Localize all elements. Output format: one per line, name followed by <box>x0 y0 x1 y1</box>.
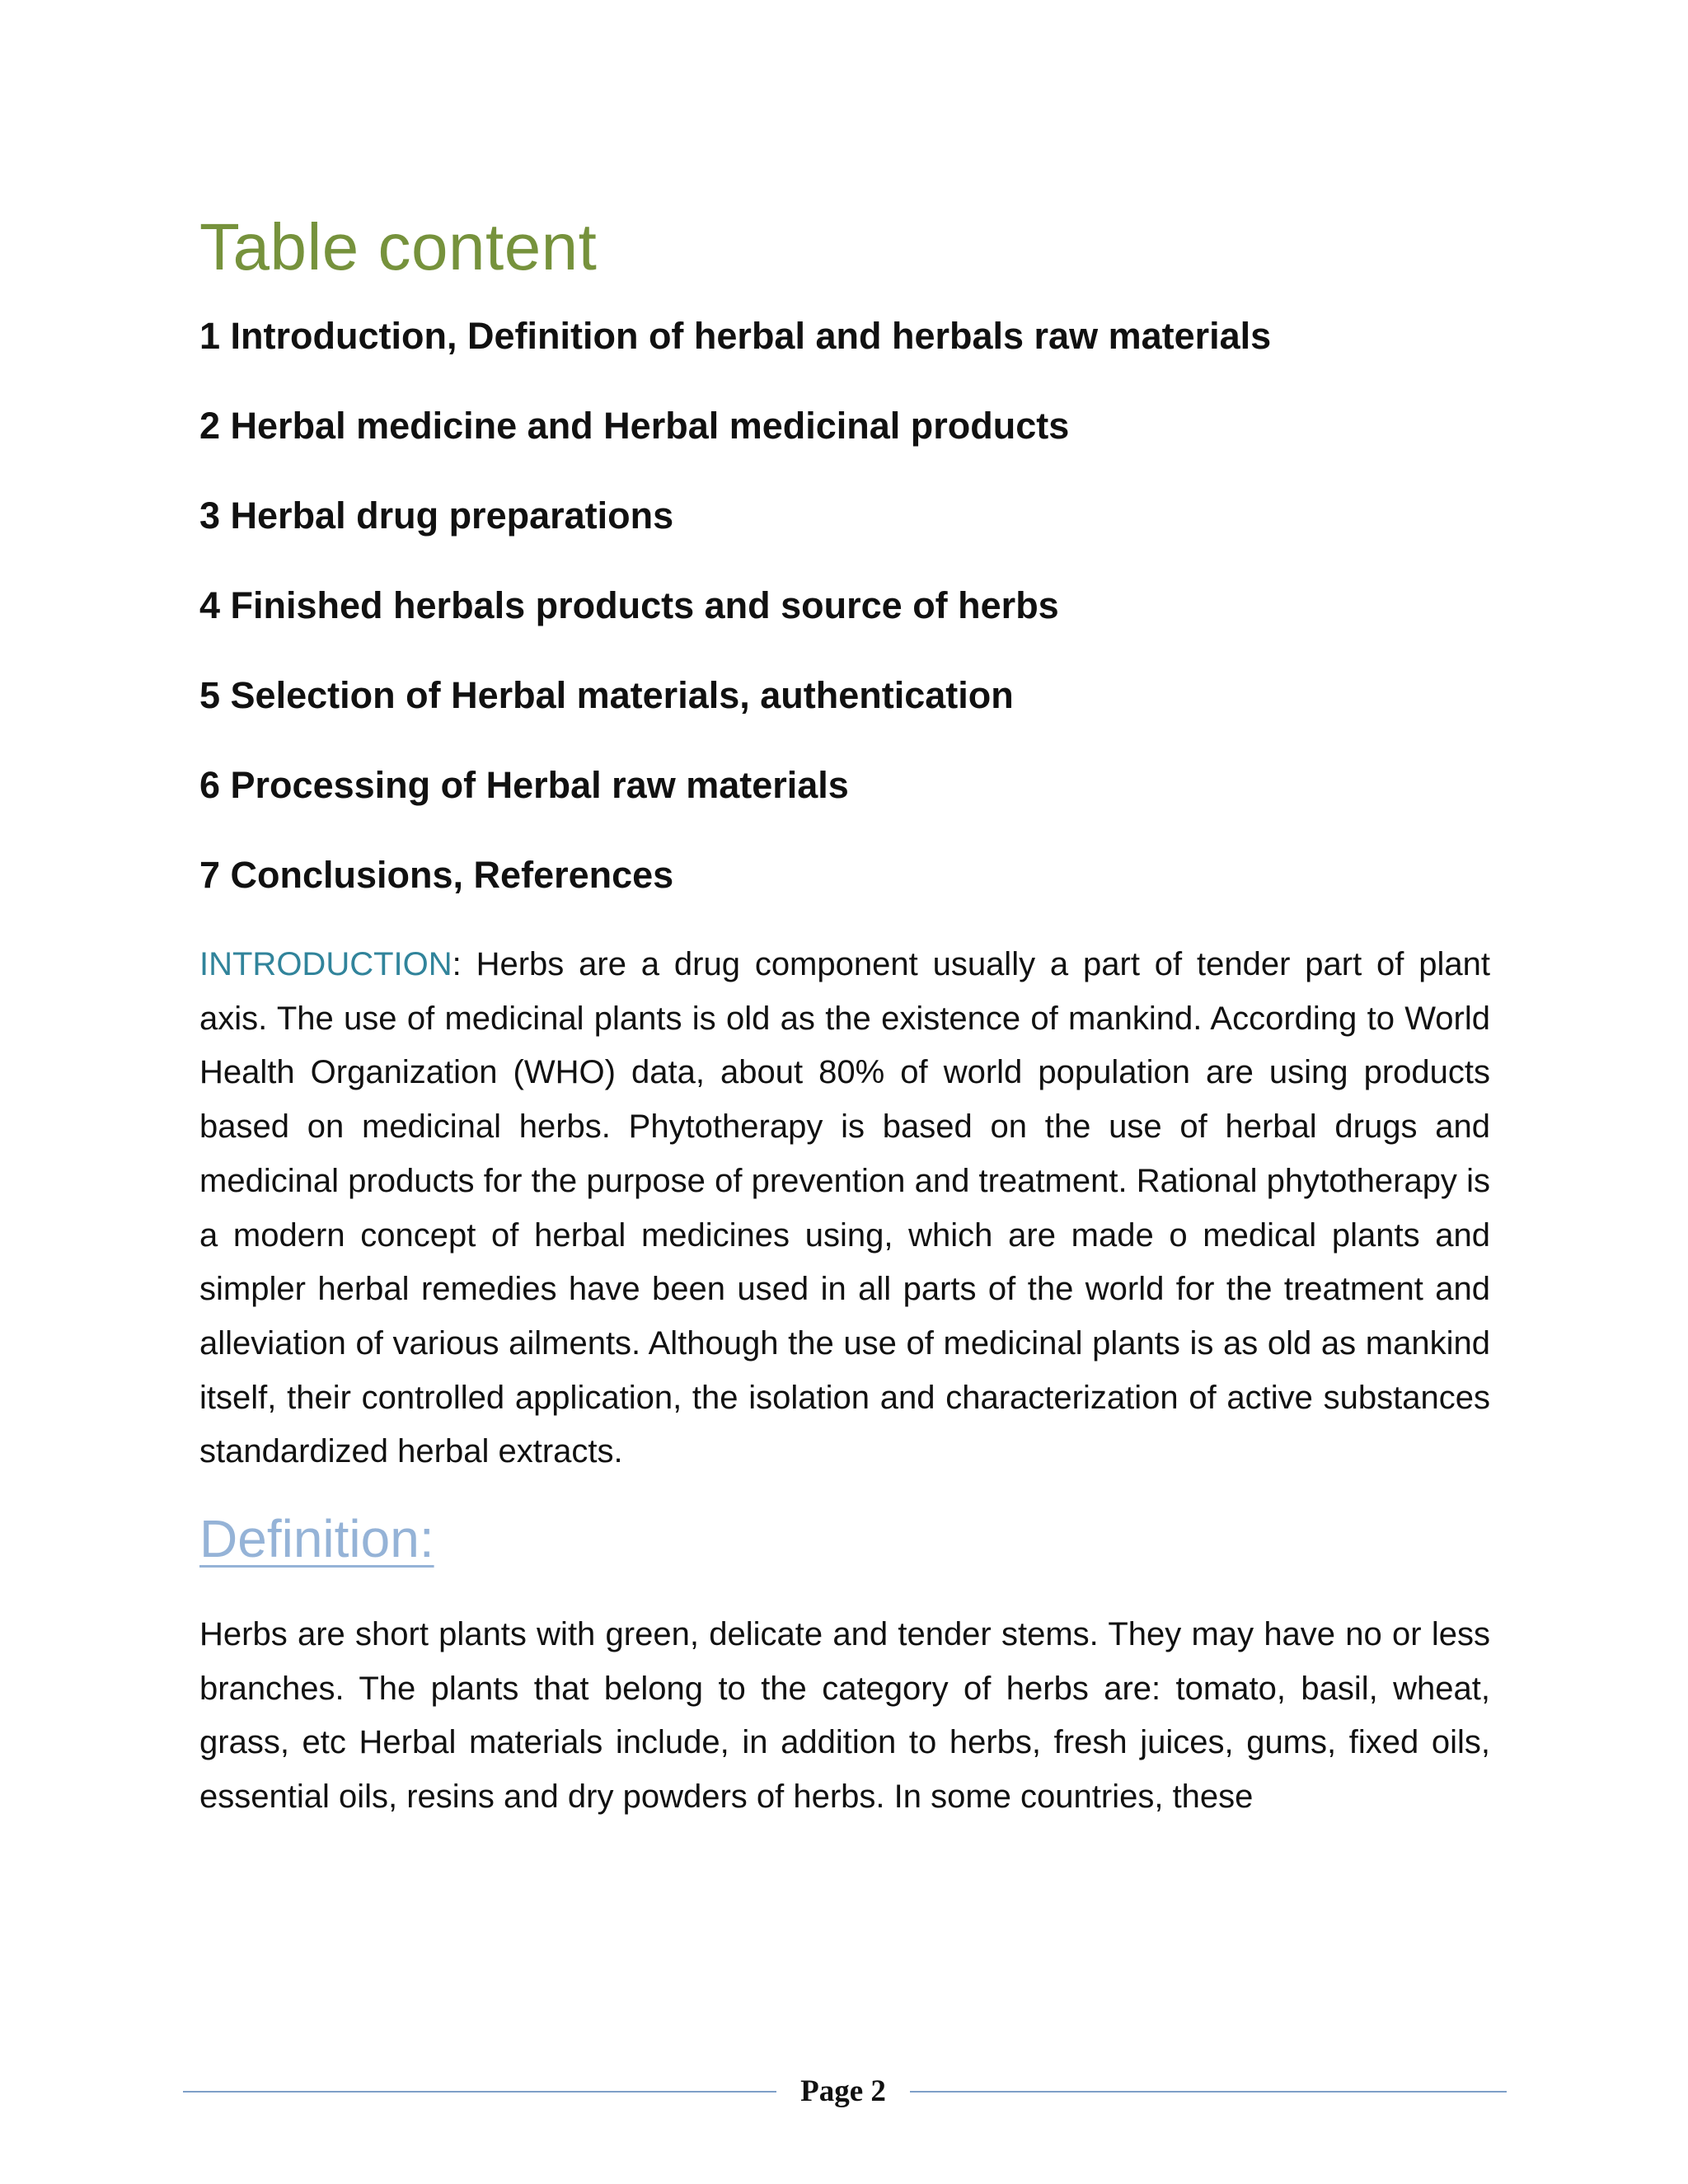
introduction-label: INTRODUCTION <box>199 946 452 982</box>
footer-rule-right <box>910 2091 1507 2093</box>
page-content <box>199 206 1490 1825</box>
page-footer <box>183 2069 1507 2115</box>
toc-item-4: 4 Finished herbals products and source of herbs <box>199 584 1059 626</box>
introduction-text: : Herbs are a drug component usually a part of tender part of plant axis. The use of medicinal plants is old as the existence of mankind. According to World Health Organization (WHO) data, about 80% of world population are using products based on medicinal herbs. Phytotherapy is based on the use of herbal drugs and medicinal products for the purpose of prevention and treatment. Rational phytotherapy is a modern concept of herbal medicines using, which are made o medical plants and simpler herbal remedies have been used in all parts of the world for the treatment and alleviation of various ailments. Although the use of medicinal plants is as old as mankind itself, their controlled application, the isolation and characterization of active substances standardized herbal extracts. <box>199 946 1490 1470</box>
footer-rule-left <box>183 2091 776 2093</box>
toc-item-7: 7 Conclusions, References <box>199 854 674 896</box>
page-number: Page 2 <box>800 2074 886 2108</box>
definition-heading: Definition: <box>199 1509 434 1569</box>
definition-paragraph: Herbs are short plants with green, delicate and tender stems. They may have no or less branches. The plants that belong to the category of herbs are: tomato, basil, wheat, grass, etc Herbal materials include, in addition to herbs, fresh juices, gums, fixed oils, essential oils, resins and dry powders of herbs. In some countries, these <box>199 1616 1490 1816</box>
toc-item-5: 5 Selection of Herbal materials, authentication <box>199 674 1014 716</box>
toc-item-3: 3 Herbal drug preparations <box>199 494 674 537</box>
toc-title: Table content <box>199 210 598 284</box>
toc-list <box>199 312 1490 900</box>
toc-item-1: 1 Introduction, Definition of herbal and herbals raw materials <box>199 315 1272 357</box>
introduction-paragraph <box>199 938 1490 1479</box>
toc-item-6: 6 Processing of Herbal raw materials <box>199 764 849 806</box>
toc-item-2: 2 Herbal medicine and Herbal medicinal products <box>199 405 1070 447</box>
